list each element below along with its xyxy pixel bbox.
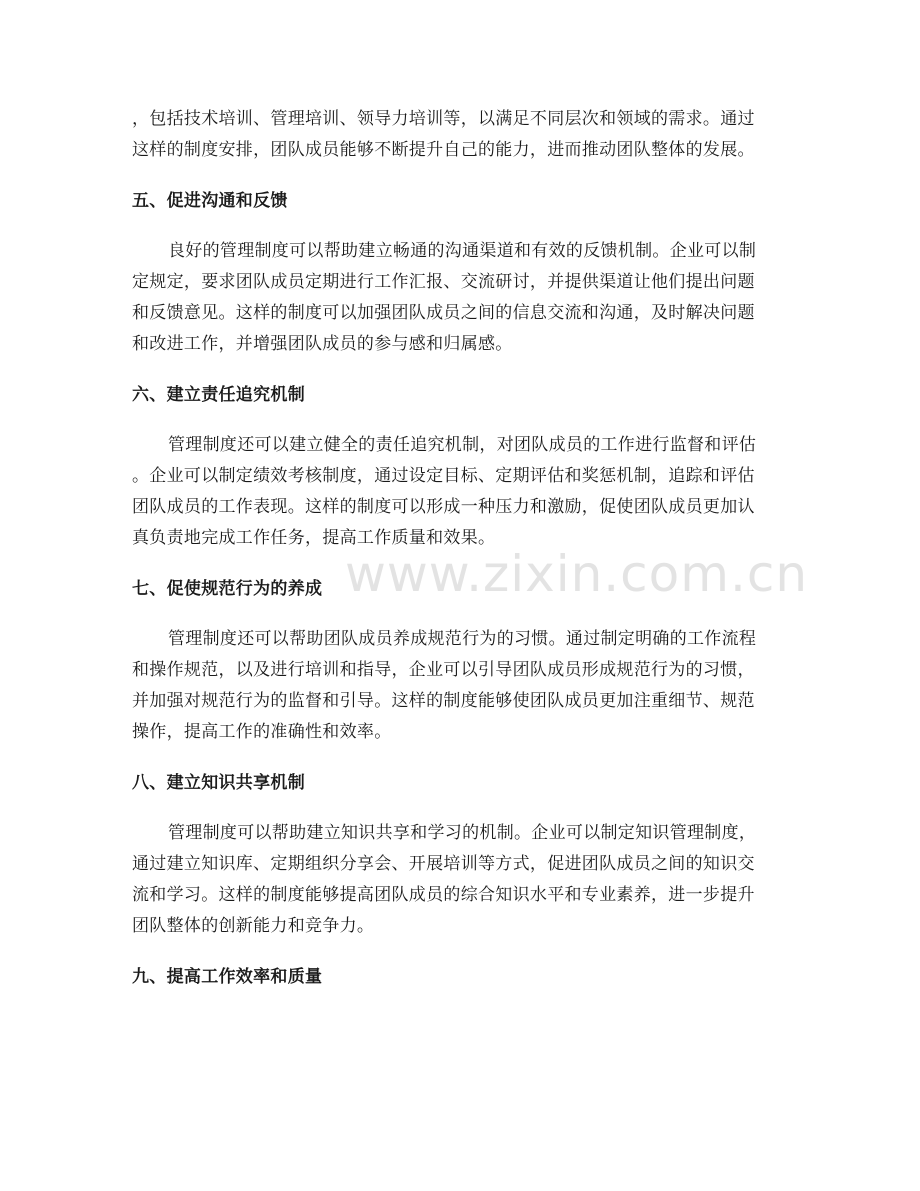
section-paragraph-8 (132, 818, 796, 942)
paragraph-line: ，包括技术培训、管理培训、领导力培训等，以满足不同层次和领域的需求。通过 (132, 109, 755, 129)
document-body (132, 104, 796, 1012)
paragraph-line: 和操作规范，以及进行培训和指导，企业可以引导团队成员形成规范行为的习惯， (132, 660, 755, 680)
paragraph-line: 这样的制度安排，团队成员能够不断提升自己的能力，进而推动团队整体的发展。 (132, 140, 755, 160)
section-paragraph-6 (132, 430, 796, 554)
paragraph-line: 操作，提高工作的准确性和效率。 (132, 722, 392, 742)
paragraph-line: 团队成员的工作表现。这样的制度可以形成一种压力和激励，促使团队成员更加认 (132, 497, 755, 517)
paragraph-line: 定规定，要求团队成员定期进行工作汇报、交流研讨，并提供渠道让他们提出问题 (132, 272, 755, 292)
section-heading-7: 七、促使规范行为的养成 (132, 579, 323, 599)
paragraph-line: 团队整体的创新能力和竞争力。 (132, 916, 375, 936)
paragraph-line: 良好的管理制度可以帮助建立畅通的沟通渠道和有效的反馈机制。企业可以制 (168, 241, 757, 261)
paragraph-line: 和反馈意见。这样的制度可以加强团队成员之间的信息交流和沟通，及时解决问题 (132, 303, 755, 323)
section-heading-5: 五、促进沟通和反馈 (132, 191, 288, 211)
paragraph-line: 通过建立知识库、定期组织分享会、开展培训等方式，促进团队成员之间的知识交 (132, 854, 755, 874)
paragraph-line: 。企业可以制定绩效考核制度，通过设定目标、定期评估和奖惩机制，追踪和评估 (132, 466, 755, 486)
paragraph-line: 和改进工作，并增强团队成员的参与感和归属感。 (132, 334, 513, 354)
section-paragraph-5 (132, 236, 796, 360)
paragraph-line: 流和学习。这样的制度能够提高团队成员的综合知识水平和专业素养，进一步提升 (132, 885, 755, 905)
paragraph-line: 管理制度还可以建立健全的责任追究机制，对团队成员的工作进行监督和评估 (168, 435, 757, 455)
section-paragraph-7 (132, 624, 796, 748)
section-heading-8: 八、建立知识共享机制 (132, 773, 305, 793)
section-heading-6: 六、建立责任追究机制 (132, 385, 305, 405)
section-heading-9: 九、提高工作效率和质量 (132, 967, 323, 987)
paragraph-line: 管理制度还可以帮助团队成员养成规范行为的习惯。通过制定明确的工作流程 (168, 629, 757, 649)
paragraph-line: 管理制度可以帮助建立知识共享和学习的机制。企业可以制定知识管理制度， (168, 823, 757, 843)
watermark: www.zixin.com.cn (345, 545, 809, 603)
intro-paragraph (132, 104, 796, 166)
paragraph-line: 并加强对规范行为的监督和引导。这样的制度能够使团队成员更加注重细节、规范 (132, 691, 755, 711)
paragraph-line: 真负责地完成工作任务，提高工作质量和效果。 (132, 528, 496, 548)
